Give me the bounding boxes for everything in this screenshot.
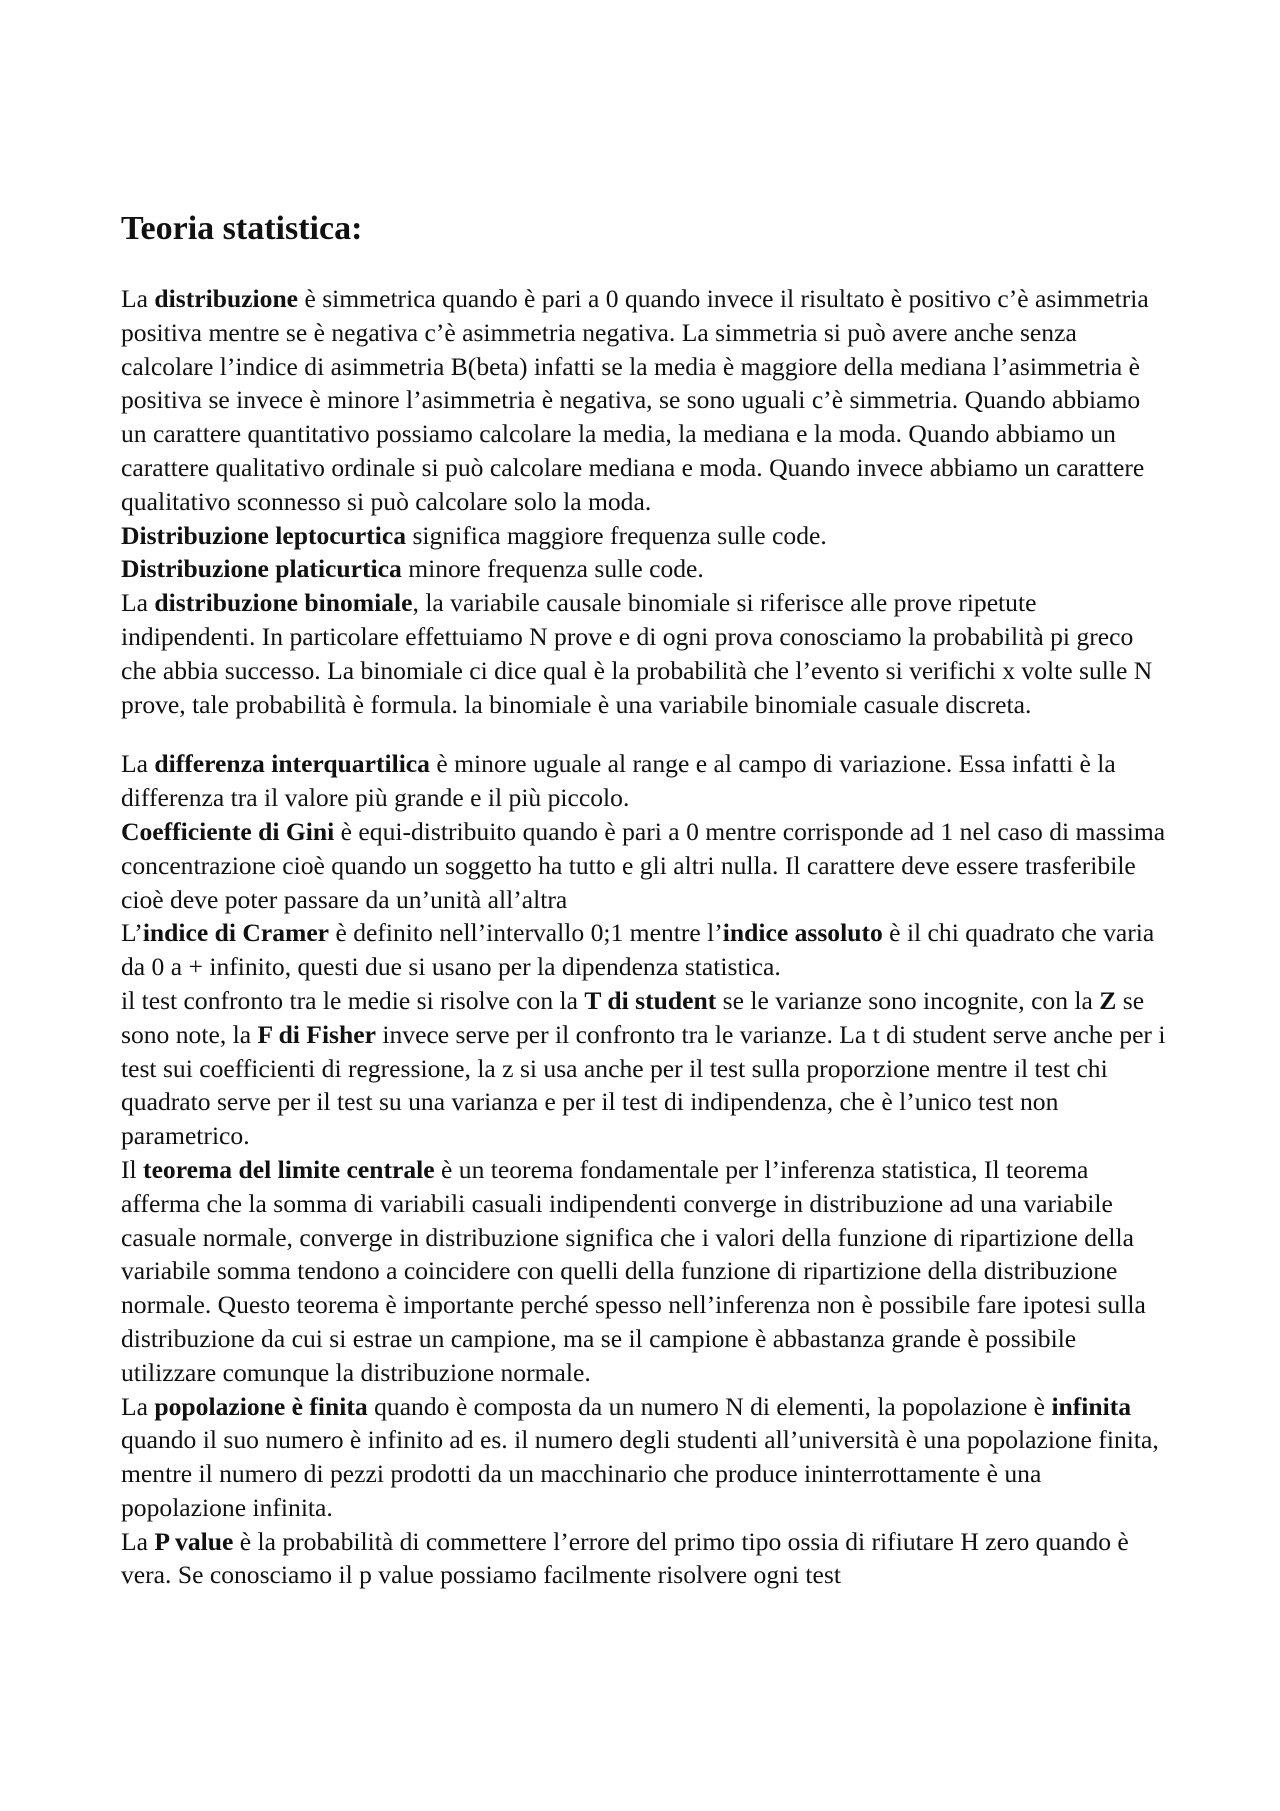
text-run: invece serve per il confronto tra le varianze. La t di student serve anche per i test sui coefficienti di regressione, la z si usa anche per il test sulla proporzione mentre il test chi quadrato serve per il test su una varianza e per il test di indipendenza, che è l’unico test non parametrico. xyxy=(121,1019,1166,1151)
text-run: è simmetrica quando è pari a 0 quando invece il risultato è positivo c’è asimmetria positiva mentre se è negativa c’è asimmetria negativa. La simmetria si può avere anche senza calcolare l’indice di asimmetria B(beta) infatti se la media è maggiore della mediana l’asimmetria è positiva se invece è minore l’asimmetria è negativa, se sono uguali c’è simmetria. Quando abbiamo un carattere quantitativo possiamo calcolare la media, la mediana e la moda. Quando abbiamo un carattere qualitativo ordinale si può calcolare mediana e moda. Quando invece abbiamo un carattere qualitativo sconnesso si può calcolare solo la moda. xyxy=(121,284,1149,516)
paragraph-list xyxy=(121,282,1171,1592)
text-run: quando il suo numero è infinito ad es. il numero degli studenti all’università è una popolazione finita, mentre il numero di pezzi prodotti da un macchinario che produce ininterrottamente è una popolazione infinita. xyxy=(121,1425,1159,1522)
paragraph xyxy=(121,519,1171,553)
paragraph xyxy=(121,916,1171,984)
paragraph xyxy=(121,815,1171,916)
bold-term: distribuzione binomiale xyxy=(154,588,413,618)
bold-term: T di student xyxy=(584,985,717,1015)
text-run: La xyxy=(121,284,155,313)
paragraph xyxy=(121,984,1171,1153)
bold-term: infinita xyxy=(1051,1391,1132,1421)
text-run: La xyxy=(121,1526,155,1556)
text-run: è il chi quadrato che varia da 0 a + infinito, questi due si usano per la dipendenza statistica. xyxy=(121,918,1155,982)
text-run: Il xyxy=(121,1154,144,1184)
paragraph xyxy=(121,1390,1171,1525)
bold-term: popolazione è finita xyxy=(154,1391,368,1421)
text-run: La xyxy=(121,588,155,618)
text-run: se sono note, la xyxy=(121,985,1145,1049)
text-run: significa maggiore frequenza sulle code. xyxy=(406,520,827,550)
paragraph xyxy=(121,747,1171,815)
bold-term: teorema del limite centrale xyxy=(143,1154,435,1184)
bold-term: indice assoluto xyxy=(722,918,883,948)
paragraph xyxy=(121,1525,1171,1593)
text-run: è minore uguale al range e al campo di variazione. Essa infatti è la differenza tra il valore più grande e il più piccolo. xyxy=(121,749,1116,813)
text-run: L’ xyxy=(121,918,143,948)
document-title: Teoria statistica: xyxy=(121,210,363,247)
text-run: , la variabile causale binomiale si riferisce alle prove ripetute indipendenti. In particolare effettuiamo N prove e di ogni prova conosciamo la probabilità pi greco che abbia successo. La binomiale ci dice qual è la probabilità che l’evento si verifichi x volte sulle N prove, tale probabilità è formula. la binomiale è una variabile binomiale casuale discreta. xyxy=(121,588,1153,719)
text-run: è equi-distribuito quando è pari a 0 mentre corrisponde ad 1 nel caso di massima concentrazione cioè quando un soggetto ha tutto e gli altri nulla. Il carattere deve essere trasferibile cioè deve poter passare da un’unità all’altra xyxy=(121,816,1166,914)
bold-term: Distribuzione leptocurtica xyxy=(121,520,407,550)
bold-term: indice di Cramer xyxy=(142,918,330,948)
bold-term: differenza interquartilica xyxy=(154,749,430,779)
text-run: quando è composta da un numero N di elementi, la popolazione è xyxy=(367,1391,1052,1421)
document-body xyxy=(121,206,1171,1592)
text-run: è un teorema fondamentale per l’inferenza statistica, Il teorema afferma che la somma di variabili casuali indipendenti converge in distribuzione ad una variabile casuale normale, converge in distribuzione significa che i valori della funzione di ripartizione della variabile somma tendono a coincidere con quelli della funzione di ripartizione della distribuzione normale. Questo teorema è importante perché spesso nell’inferenza non è possibile fare ipotesi sulla distribuzione da cui si estrae un campione, ma se il campione è abbastanza grande è possibile utilizzare comunque la distribuzione normale. xyxy=(121,1154,1146,1387)
paragraph xyxy=(121,552,1171,586)
text-run: La xyxy=(121,1391,155,1421)
bold-term: Coefficiente di Gini xyxy=(121,816,335,846)
text-run: è la probabilità di commettere l’errore del primo tipo ossia di rifiutare H zero quando è vera. Se conosciamo il p value possiamo facilmente risolvere ogni test xyxy=(121,1526,1129,1590)
text-run: è definito nell’intervallo 0;1 mentre l’ xyxy=(329,918,723,948)
bold-term: F di Fisher xyxy=(257,1019,376,1049)
text-run: se le varianze sono incognite, con la xyxy=(716,985,1100,1015)
text-run: La xyxy=(121,749,155,779)
bold-term: Distribuzione platicurtica xyxy=(121,554,402,584)
paragraph xyxy=(121,282,1171,519)
text-run: il test confronto tra le medie si risolve con la xyxy=(121,985,585,1015)
bold-term: distribuzione xyxy=(154,284,299,313)
paragraph xyxy=(121,586,1171,721)
paragraph xyxy=(121,1153,1171,1390)
text-run: minore frequenza sulle code. xyxy=(401,554,704,584)
bold-term: Z xyxy=(1099,985,1117,1015)
bold-term: P value xyxy=(154,1526,234,1556)
